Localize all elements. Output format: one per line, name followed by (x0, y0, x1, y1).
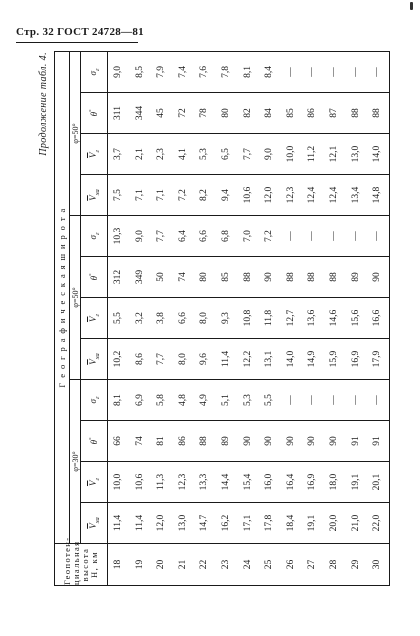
value-cell: 84 (259, 93, 281, 134)
value-cell: — (346, 380, 368, 421)
value-cell: 82 (238, 93, 260, 134)
value-cell: 7,1 (130, 175, 152, 216)
value-cell: 12,0 (151, 503, 173, 544)
quantity-header (81, 298, 108, 339)
value-cell: 14,0 (367, 134, 389, 175)
value-cell: 88 (281, 257, 303, 298)
quantity-subscript: г (93, 149, 101, 153)
value-cell: 14,9 (302, 339, 324, 380)
value-cell: 90 (259, 421, 281, 462)
value-cell: 15,6 (346, 298, 368, 339)
value-cell: 11,2 (302, 134, 324, 175)
value-cell: 4,8 (173, 380, 195, 421)
quantity-symbol: θ (89, 440, 99, 445)
value-cell: 9,0 (259, 134, 281, 175)
value-cell: — (346, 216, 368, 257)
value-cell: 16,2 (216, 503, 238, 544)
value-cell: 11,4 (216, 339, 238, 380)
value-cell: 88 (238, 257, 260, 298)
value-cell: 7,6 (194, 51, 216, 92)
value-cell: 16,4 (281, 462, 303, 503)
value-cell: 7,0 (238, 216, 260, 257)
value-cell: 88 (367, 93, 389, 134)
table-row (216, 51, 238, 585)
value-cell: 9,4 (216, 175, 238, 216)
height-cell: 28 (324, 544, 346, 586)
value-cell: 5,3 (238, 380, 260, 421)
value-cell: 20,1 (367, 462, 389, 503)
table-row (367, 51, 389, 585)
quantity-header (81, 134, 108, 175)
quantity-symbol: θ (89, 276, 99, 281)
value-cell: 2,3 (151, 134, 173, 175)
value-cell: 13,6 (302, 298, 324, 339)
value-cell: 89 (346, 257, 368, 298)
value-cell: 20,0 (324, 503, 346, 544)
value-cell: 16,6 (367, 298, 389, 339)
value-cell: 11,8 (259, 298, 281, 339)
value-cell: 45 (151, 93, 173, 134)
height-cell: 25 (259, 544, 281, 586)
table-row (281, 51, 303, 585)
value-cell: 19,1 (302, 503, 324, 544)
value-cell: 5,8 (151, 380, 173, 421)
value-cell: 91 (367, 421, 389, 462)
value-cell: — (324, 51, 346, 92)
value-cell: 12,4 (302, 175, 324, 216)
value-cell: 7,2 (173, 175, 195, 216)
height-cell: 19 (130, 544, 152, 586)
value-cell: 88 (324, 257, 346, 298)
value-cell: 13,0 (346, 134, 368, 175)
quantity-header (81, 380, 108, 421)
value-cell: 88 (302, 257, 324, 298)
height-cell: 22 (194, 544, 216, 586)
value-cell: 7,9 (151, 51, 173, 92)
value-cell: 14,0 (281, 339, 303, 380)
quantity-subscript: г (93, 477, 101, 481)
value-cell: 11,4 (130, 503, 152, 544)
quantity-superscript: ° (89, 109, 95, 112)
quantity-symbol: σ (87, 71, 98, 76)
value-cell: 6,8 (216, 216, 238, 257)
table-row (194, 51, 216, 585)
value-cell: 88 (346, 93, 368, 134)
value-cell: 74 (130, 421, 152, 462)
value-cell: 9,6 (194, 339, 216, 380)
quantity-header (81, 257, 108, 298)
value-cell: 6,6 (194, 216, 216, 257)
height-cell: 20 (151, 544, 173, 586)
value-cell: 80 (194, 257, 216, 298)
value-cell: 7,1 (151, 175, 173, 216)
value-cell: 18,0 (324, 462, 346, 503)
value-cell: 81 (151, 421, 173, 462)
quantity-symbol: σ (87, 399, 98, 404)
value-cell: 311 (108, 93, 130, 134)
value-cell: 12,0 (259, 175, 281, 216)
value-cell: 11,4 (108, 503, 130, 544)
value-cell: 8,2 (194, 175, 216, 216)
value-cell: 8,6 (130, 339, 152, 380)
quantity-header (81, 503, 108, 544)
value-cell: 88 (194, 421, 216, 462)
quantity-symbol: $\overline{V}$ (87, 195, 98, 201)
table-row (302, 51, 324, 585)
value-cell: 19,1 (346, 462, 368, 503)
value-cell: 90 (367, 257, 389, 298)
value-cell: 7,5 (108, 175, 130, 216)
table-body (108, 51, 390, 585)
table-row (324, 51, 346, 585)
value-cell: — (281, 380, 303, 421)
quantity-header (81, 93, 108, 134)
value-cell: 14,6 (324, 298, 346, 339)
value-cell: 6,9 (130, 380, 152, 421)
table-caption: Продолжение табл. 4. (38, 52, 49, 156)
latitude-subgroup-header: φ=50° (70, 216, 81, 380)
value-cell: 16,0 (259, 462, 281, 503)
quantity-subscript: ха (93, 517, 101, 524)
quantity-header (81, 339, 108, 380)
value-cell: 10,8 (238, 298, 260, 339)
quantity-header (81, 216, 108, 257)
value-cell: 3,8 (151, 298, 173, 339)
value-cell: 12,2 (238, 339, 260, 380)
value-cell: 8,1 (238, 51, 260, 92)
height-cell: 29 (346, 544, 368, 586)
value-cell: 11,3 (151, 462, 173, 503)
value-cell: 13,4 (346, 175, 368, 216)
quantity-symbol: $\overline{V}$ (87, 523, 98, 529)
value-cell: 10,3 (108, 216, 130, 257)
value-cell: 90 (259, 257, 281, 298)
height-cell: 23 (216, 544, 238, 586)
value-cell: 50 (151, 257, 173, 298)
quantity-header (81, 175, 108, 216)
height-cell: 24 (238, 544, 260, 586)
height-cell: 18 (108, 544, 130, 586)
value-cell: 7,7 (238, 134, 260, 175)
value-cell: 8,5 (130, 51, 152, 92)
value-cell: 18,4 (281, 503, 303, 544)
value-cell: 5,5 (108, 298, 130, 339)
quantity-symbol: $\overline{V}$ (87, 152, 98, 159)
value-cell: — (281, 216, 303, 257)
table-row (173, 51, 195, 585)
value-cell: 9,0 (130, 216, 152, 257)
value-cell: 8,4 (259, 51, 281, 92)
value-cell: 10,6 (238, 175, 260, 216)
value-cell: 344 (130, 93, 152, 134)
value-cell: 13,1 (259, 339, 281, 380)
height-cell: 26 (281, 544, 303, 586)
value-cell: — (302, 216, 324, 257)
height-column-header: Геопотен-циальная высота H, км (55, 544, 108, 586)
latitude-subgroup-row (70, 51, 81, 585)
value-cell: 14,8 (367, 175, 389, 216)
table-row (238, 51, 260, 585)
latitude-group-header: Г е о г р а ф и ч е с к а я ш и р о т а (55, 51, 70, 543)
value-cell: 13,0 (173, 503, 195, 544)
value-cell: 4,9 (194, 380, 216, 421)
value-cell: 2,1 (130, 134, 152, 175)
value-cell: 7,8 (216, 51, 238, 92)
value-cell: 3,7 (108, 134, 130, 175)
value-cell: 12,3 (173, 462, 195, 503)
quantity-symbol: $\overline{V}$ (87, 359, 98, 365)
quantity-symbol: θ (89, 112, 99, 117)
value-cell: 85 (216, 257, 238, 298)
value-cell: 6,5 (216, 134, 238, 175)
height-cell: 27 (302, 544, 324, 586)
value-cell: 6,4 (173, 216, 195, 257)
value-cell: 16,9 (346, 339, 368, 380)
value-cell: 10,2 (108, 339, 130, 380)
value-cell: 74 (173, 257, 195, 298)
value-cell: 349 (130, 257, 152, 298)
value-cell: 12,1 (324, 134, 346, 175)
value-cell: 10,6 (130, 462, 152, 503)
quantity-subscript: ха (93, 353, 101, 360)
value-cell: 7,7 (151, 339, 173, 380)
value-cell: — (367, 380, 389, 421)
data-table (54, 51, 390, 586)
value-cell: 17,9 (367, 339, 389, 380)
value-cell: 8,0 (173, 339, 195, 380)
table-row (259, 51, 281, 585)
value-cell: 7,2 (259, 216, 281, 257)
table-row (151, 51, 173, 585)
header-rule (16, 42, 138, 43)
value-cell: — (324, 216, 346, 257)
value-cell: 9,0 (108, 51, 130, 92)
value-cell: 5,5 (259, 380, 281, 421)
value-cell: 66 (108, 421, 130, 462)
value-cell: 12,4 (324, 175, 346, 216)
value-cell: 90 (238, 421, 260, 462)
quantity-symbol: σ (87, 235, 98, 240)
value-cell: — (281, 51, 303, 92)
value-cell: — (367, 216, 389, 257)
value-cell: 312 (108, 257, 130, 298)
value-cell: 16,9 (302, 462, 324, 503)
value-cell: 90 (281, 421, 303, 462)
value-cell: 86 (302, 93, 324, 134)
value-cell: 91 (346, 421, 368, 462)
value-cell: — (324, 380, 346, 421)
table-row (346, 51, 368, 585)
value-cell: 7,4 (173, 51, 195, 92)
value-cell: 15,4 (238, 462, 260, 503)
value-cell: 13,3 (194, 462, 216, 503)
quantity-header (81, 51, 108, 92)
value-cell: 9,3 (216, 298, 238, 339)
value-cell: 22,0 (367, 503, 389, 544)
quantity-symbol: $\overline{V}$ (87, 480, 98, 487)
quantity-subscript: г (93, 396, 101, 400)
height-cell: 21 (173, 544, 195, 586)
value-cell: — (302, 51, 324, 92)
quantity-superscript: ° (89, 273, 95, 276)
latitude-subgroup-header: φ=50° (70, 51, 81, 215)
value-cell: 3,2 (130, 298, 152, 339)
value-cell: — (346, 51, 368, 92)
value-cell: 14,4 (216, 462, 238, 503)
value-cell: 85 (281, 93, 303, 134)
value-cell: 17,8 (259, 503, 281, 544)
height-cell: 30 (367, 544, 389, 586)
value-cell: — (367, 51, 389, 92)
value-cell: 8,1 (108, 380, 130, 421)
quantity-subscript: г (93, 313, 101, 317)
value-cell: — (302, 380, 324, 421)
table-row (130, 51, 152, 585)
page-header: Стр. 32 ГОСТ 24728—81 (16, 26, 144, 38)
value-cell: 78 (194, 93, 216, 134)
value-cell: 12,3 (281, 175, 303, 216)
rotated-table-block (36, 52, 394, 586)
value-cell: 14,7 (194, 503, 216, 544)
value-cell: 5,1 (216, 380, 238, 421)
value-cell: 86 (173, 421, 195, 462)
value-cell: 12,7 (281, 298, 303, 339)
value-cell: 15,9 (324, 339, 346, 380)
value-cell: 90 (324, 421, 346, 462)
value-cell: 87 (324, 93, 346, 134)
quantity-header (81, 462, 108, 503)
latitude-subgroup-header: φ=30° (70, 380, 81, 544)
edge-mark (410, 2, 413, 10)
quantity-superscript: ° (89, 437, 95, 440)
value-cell: 80 (216, 93, 238, 134)
value-cell: 6,6 (173, 298, 195, 339)
quantity-header (81, 421, 108, 462)
value-cell: 89 (216, 421, 238, 462)
value-cell: 4,1 (173, 134, 195, 175)
value-cell: 72 (173, 93, 195, 134)
value-cell: 10,0 (281, 134, 303, 175)
value-cell: 90 (302, 421, 324, 462)
quantity-subscript: г (93, 232, 101, 236)
value-cell: 5,3 (194, 134, 216, 175)
quantity-header-row (81, 51, 108, 585)
value-cell: 7,7 (151, 216, 173, 257)
table-row (108, 51, 130, 585)
quantity-subscript: г (93, 68, 101, 72)
value-cell: 17,1 (238, 503, 260, 544)
value-cell: 8,0 (194, 298, 216, 339)
quantity-symbol: $\overline{V}$ (87, 316, 98, 323)
value-cell: 10,0 (108, 462, 130, 503)
quantity-subscript: ха (93, 189, 101, 196)
value-cell: 21,0 (346, 503, 368, 544)
